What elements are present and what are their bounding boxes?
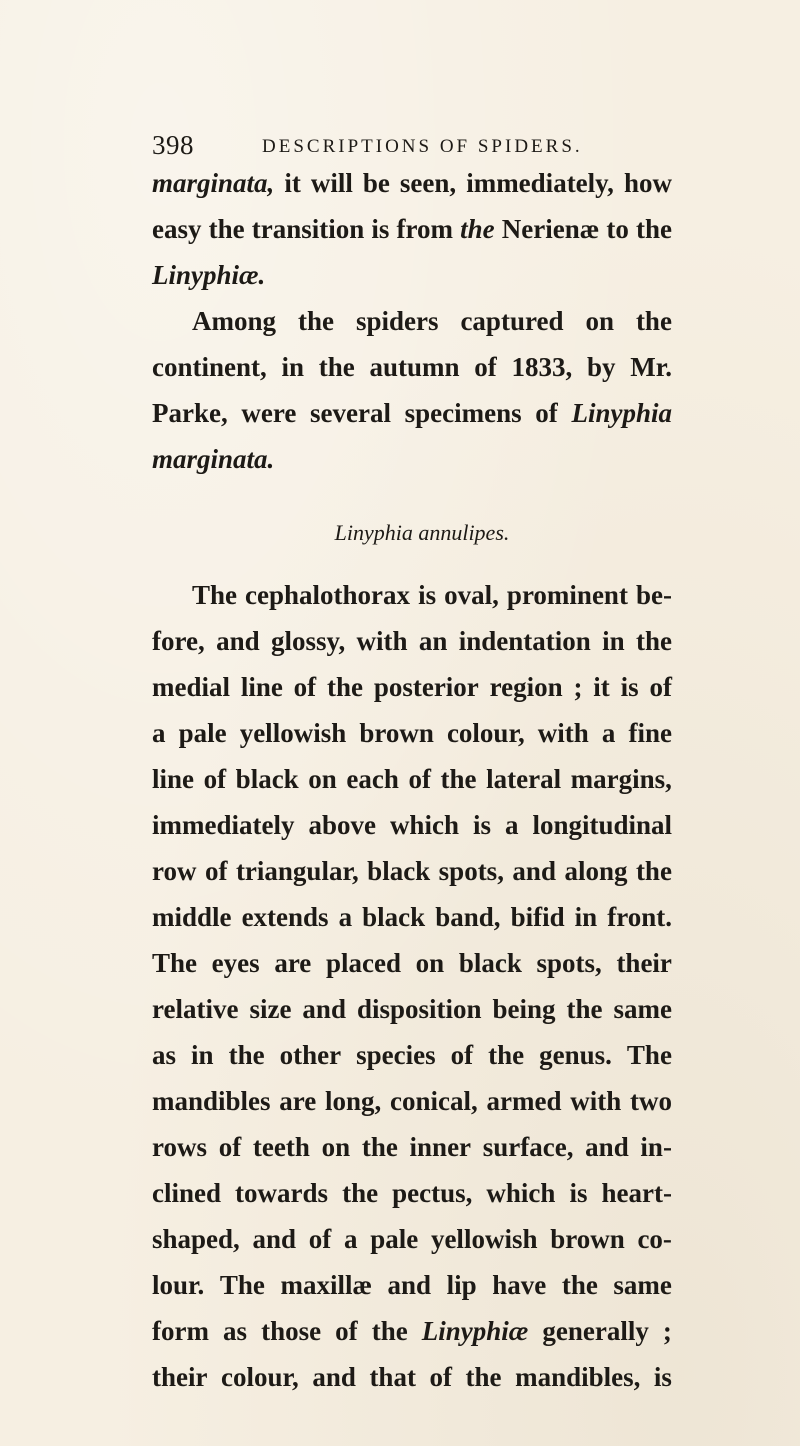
word: line bbox=[152, 764, 195, 794]
word: Linyphiæ. bbox=[152, 260, 266, 290]
word: middle bbox=[152, 902, 232, 932]
word: 1833, bbox=[511, 352, 573, 382]
word: row bbox=[152, 856, 197, 886]
word: continent, bbox=[152, 352, 267, 382]
word: fine bbox=[628, 718, 672, 748]
word: the bbox=[228, 1040, 265, 1070]
word: prominent bbox=[506, 580, 628, 610]
word: form bbox=[152, 1316, 209, 1346]
word: is bbox=[569, 1178, 588, 1208]
word: and bbox=[585, 1132, 629, 1162]
word: the bbox=[636, 214, 672, 244]
word: be bbox=[362, 168, 390, 198]
word: a bbox=[344, 1224, 358, 1254]
section-heading: Linyphia annulipes. bbox=[334, 520, 510, 545]
text-line bbox=[152, 810, 672, 856]
word: their bbox=[152, 1362, 208, 1392]
word: species bbox=[356, 1040, 436, 1070]
word: are bbox=[274, 948, 312, 978]
word: bifid bbox=[510, 902, 565, 932]
word: black bbox=[362, 902, 426, 932]
word: The bbox=[626, 1040, 672, 1070]
word: the bbox=[488, 1040, 525, 1070]
text-line bbox=[152, 948, 672, 994]
text-line bbox=[152, 352, 672, 398]
text-line bbox=[152, 1086, 672, 1132]
text-line bbox=[152, 718, 672, 764]
word: is bbox=[371, 214, 390, 244]
word: Linyphiæ bbox=[421, 1316, 529, 1346]
word: longitudinal bbox=[532, 810, 672, 840]
page-header bbox=[152, 130, 652, 164]
word: is bbox=[653, 1362, 672, 1392]
word: Among bbox=[192, 306, 277, 336]
word: it bbox=[593, 672, 610, 702]
word: it bbox=[284, 168, 301, 198]
word: in bbox=[191, 1040, 214, 1070]
word: an bbox=[418, 626, 448, 656]
word: and bbox=[302, 994, 346, 1024]
word: black bbox=[367, 856, 431, 886]
word: size bbox=[249, 994, 292, 1024]
word: cephalothorax bbox=[245, 580, 411, 610]
word: marginata. bbox=[152, 444, 275, 474]
word: marginata, bbox=[152, 168, 275, 198]
word: as bbox=[223, 1316, 248, 1346]
text-line bbox=[152, 260, 672, 306]
word: a bbox=[338, 902, 353, 932]
word: heart- bbox=[601, 1178, 672, 1208]
word: have bbox=[492, 1270, 547, 1300]
text-line bbox=[152, 580, 672, 626]
word: spots, bbox=[438, 856, 504, 886]
word: the bbox=[460, 214, 495, 244]
word: triangular, bbox=[235, 856, 359, 886]
word: mandibles, bbox=[515, 1362, 641, 1392]
word: which bbox=[389, 810, 459, 840]
text-line bbox=[152, 764, 672, 810]
word: shaped, bbox=[152, 1224, 240, 1254]
word: lateral bbox=[486, 764, 562, 794]
word: specimens bbox=[404, 398, 522, 428]
word: by bbox=[586, 352, 616, 382]
word: spiders bbox=[355, 306, 439, 336]
word: the bbox=[208, 214, 245, 244]
word: of bbox=[429, 1362, 452, 1392]
word: on bbox=[308, 764, 337, 794]
word: towards bbox=[235, 1178, 329, 1208]
word: of bbox=[203, 764, 227, 794]
word: of bbox=[204, 856, 228, 886]
word: in- bbox=[640, 1132, 672, 1162]
word: oval, bbox=[444, 580, 499, 610]
word: indentation bbox=[458, 626, 591, 656]
word: along bbox=[564, 856, 628, 886]
word: disposition bbox=[356, 994, 482, 1024]
text-line bbox=[152, 1178, 672, 1224]
word: mandibles bbox=[152, 1086, 271, 1116]
word: spots, bbox=[536, 948, 602, 978]
word: the bbox=[318, 352, 355, 382]
word: of bbox=[308, 1224, 332, 1254]
word: above bbox=[308, 810, 376, 840]
word: to bbox=[606, 214, 629, 244]
word: colour, bbox=[446, 718, 525, 748]
word: yellowish bbox=[430, 1224, 538, 1254]
word: the bbox=[297, 306, 334, 336]
text-line bbox=[152, 168, 672, 214]
word: The bbox=[192, 580, 238, 610]
body-text bbox=[152, 168, 672, 1408]
word: the bbox=[342, 1178, 379, 1208]
word: is bbox=[472, 810, 491, 840]
text-line bbox=[152, 994, 672, 1040]
text-line bbox=[152, 444, 672, 490]
word: the bbox=[635, 626, 672, 656]
word: the bbox=[465, 1362, 502, 1392]
word: on bbox=[585, 306, 614, 336]
word: medial bbox=[152, 672, 230, 702]
running-head: DESCRIPTIONS OF SPIDERS. bbox=[262, 136, 583, 157]
word: several bbox=[310, 398, 391, 428]
text-line bbox=[152, 214, 672, 260]
text-line bbox=[152, 856, 672, 902]
word: those bbox=[261, 1316, 322, 1346]
word: brown bbox=[550, 1224, 625, 1254]
word: will bbox=[310, 168, 353, 198]
word: rows bbox=[152, 1132, 208, 1162]
word: relative bbox=[152, 994, 239, 1024]
word: and bbox=[312, 1362, 356, 1392]
text-line bbox=[152, 1040, 672, 1086]
word: captured bbox=[460, 306, 564, 336]
word: same bbox=[613, 994, 672, 1024]
text-line bbox=[152, 1224, 672, 1270]
word: seen, bbox=[399, 168, 457, 198]
word: as bbox=[152, 1040, 177, 1070]
word: colour, bbox=[221, 1362, 299, 1392]
word: band, bbox=[435, 902, 501, 932]
word: Nerienæ bbox=[501, 214, 600, 244]
word: is bbox=[620, 672, 639, 702]
word: be- bbox=[635, 580, 672, 610]
word: margins, bbox=[570, 764, 672, 794]
word: glossy, bbox=[270, 626, 346, 656]
word: how bbox=[623, 168, 672, 198]
word: line bbox=[240, 672, 283, 702]
word: front. bbox=[607, 902, 672, 932]
text-line bbox=[152, 398, 672, 444]
word: black bbox=[235, 764, 299, 794]
word: on bbox=[415, 948, 445, 978]
word: The bbox=[152, 948, 198, 978]
word: surface, bbox=[482, 1132, 574, 1162]
word: the bbox=[561, 1270, 598, 1300]
word: lour. bbox=[152, 1270, 205, 1300]
word: ; bbox=[662, 1316, 672, 1346]
word: yellowish bbox=[239, 718, 347, 748]
word: same bbox=[613, 1270, 672, 1300]
word: posterior bbox=[373, 672, 479, 702]
word: immediately bbox=[152, 810, 295, 840]
word: the bbox=[361, 1132, 398, 1162]
word: which bbox=[486, 1178, 556, 1208]
word: and bbox=[216, 626, 260, 656]
word: region bbox=[489, 672, 563, 702]
word: of bbox=[450, 1040, 474, 1070]
word: conical, bbox=[390, 1086, 478, 1116]
word: with bbox=[570, 1086, 622, 1116]
word: co- bbox=[637, 1224, 672, 1254]
word: and bbox=[512, 856, 556, 886]
word: clined bbox=[152, 1178, 222, 1208]
word: the bbox=[635, 856, 672, 886]
word: of bbox=[218, 1132, 242, 1162]
word: in bbox=[602, 626, 625, 656]
word: of bbox=[408, 764, 431, 794]
word: The bbox=[219, 1270, 265, 1300]
text-line bbox=[152, 306, 672, 352]
word: from bbox=[396, 214, 454, 244]
word: of bbox=[293, 672, 317, 702]
word: eyes bbox=[211, 948, 260, 978]
word: inner bbox=[409, 1132, 472, 1162]
word: armed bbox=[486, 1086, 562, 1116]
word: their bbox=[616, 948, 672, 978]
word: ; bbox=[573, 672, 583, 702]
word: the bbox=[635, 306, 672, 336]
word: pectus, bbox=[392, 1178, 473, 1208]
word: the bbox=[440, 764, 477, 794]
word: pale bbox=[178, 718, 227, 748]
word: Linyphia bbox=[571, 398, 672, 428]
text-line bbox=[152, 1316, 672, 1362]
word: that bbox=[369, 1362, 416, 1392]
word: brown bbox=[359, 718, 434, 748]
word: a bbox=[152, 718, 166, 748]
text-line bbox=[152, 626, 672, 672]
word: of bbox=[474, 352, 497, 382]
word: a bbox=[504, 810, 519, 840]
word: immediately, bbox=[466, 168, 614, 198]
text-line bbox=[152, 672, 672, 718]
word: fore, bbox=[152, 626, 205, 656]
word: in bbox=[281, 352, 305, 382]
word: the bbox=[371, 1316, 408, 1346]
word: in bbox=[574, 902, 598, 932]
word: extends bbox=[241, 902, 329, 932]
word: are bbox=[279, 1086, 317, 1116]
word: being bbox=[492, 994, 556, 1024]
word: two bbox=[629, 1086, 672, 1116]
word: and bbox=[252, 1224, 297, 1254]
word: Mr. bbox=[630, 352, 672, 382]
word: were bbox=[241, 398, 297, 428]
text-line bbox=[152, 1132, 672, 1178]
word: of bbox=[649, 672, 672, 702]
text-line bbox=[152, 1270, 672, 1316]
word: lip bbox=[446, 1270, 477, 1300]
text-line bbox=[152, 1362, 672, 1408]
word: transition bbox=[251, 214, 365, 244]
word: other bbox=[279, 1040, 342, 1070]
word: and bbox=[387, 1270, 432, 1300]
word: Parke, bbox=[152, 398, 228, 428]
word: pale bbox=[370, 1224, 419, 1254]
word: with bbox=[356, 626, 408, 656]
word: genus. bbox=[539, 1040, 612, 1070]
word: placed bbox=[325, 948, 401, 978]
word: autumn bbox=[369, 352, 460, 382]
word: generally bbox=[542, 1316, 649, 1346]
word: the bbox=[327, 672, 363, 702]
text-line bbox=[152, 902, 672, 948]
word: long, bbox=[325, 1086, 382, 1116]
word: each bbox=[346, 764, 399, 794]
word: the bbox=[566, 994, 603, 1024]
word: a bbox=[601, 718, 616, 748]
word: black bbox=[458, 948, 522, 978]
word: of bbox=[335, 1316, 358, 1346]
word: teeth bbox=[252, 1132, 310, 1162]
word: is bbox=[418, 580, 437, 610]
word: of bbox=[535, 398, 558, 428]
page-number: 398 bbox=[152, 130, 194, 160]
word: with bbox=[537, 718, 589, 748]
word: on bbox=[321, 1132, 351, 1162]
word: maxillæ bbox=[280, 1270, 372, 1300]
word: easy bbox=[152, 214, 202, 244]
